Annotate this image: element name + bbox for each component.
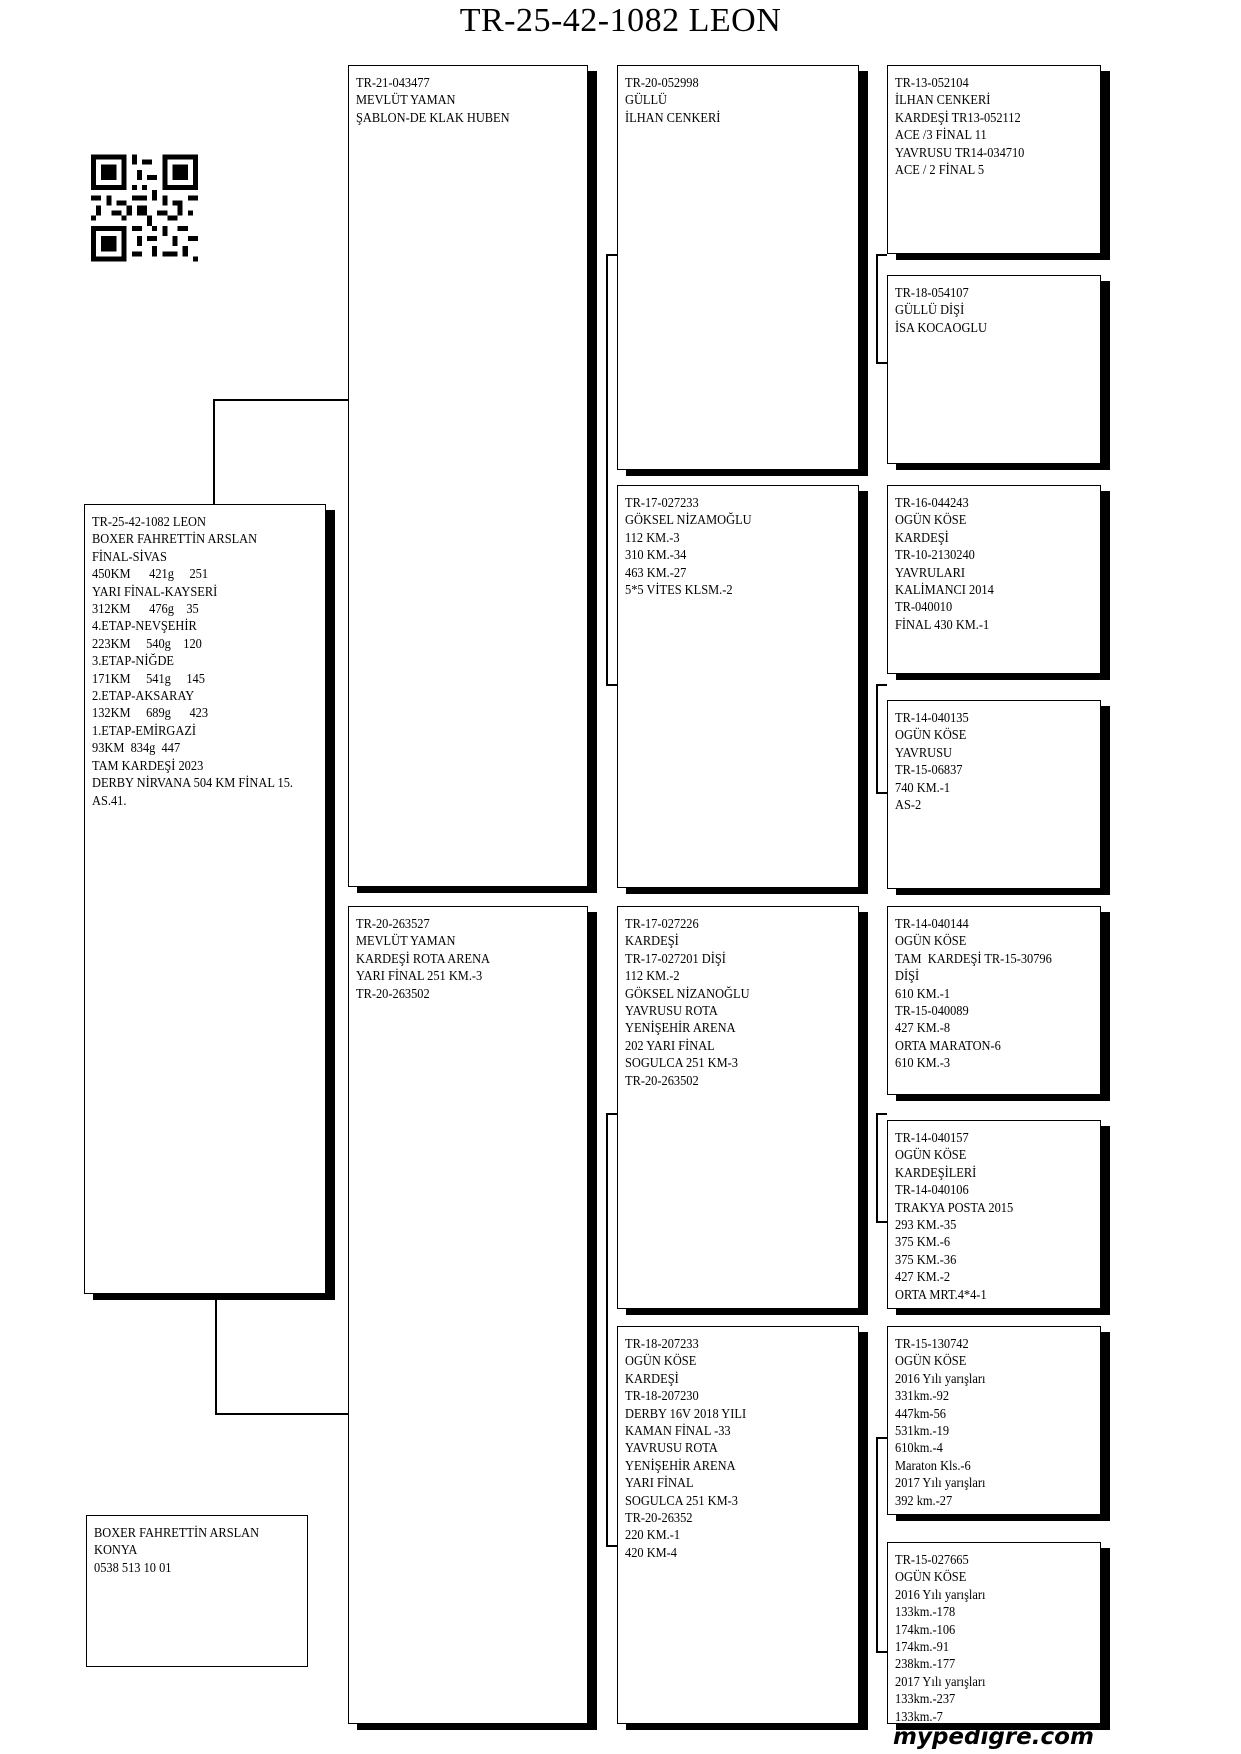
text-line: YAVRUSU ROTA (625, 1440, 718, 1456)
text-line: 427 KM.-2 (895, 1269, 951, 1285)
text-line: 171KM 541g 145 (92, 670, 205, 686)
text-line: 2016 Yılı yarışları (895, 1586, 986, 1602)
text-line: ORTA MARATON-6 (895, 1037, 1001, 1053)
text-line: TAM KARDEŞİ TR-15-30796 (895, 950, 1052, 966)
text-line: DERBY 16V 2018 YILI (625, 1405, 747, 1421)
text-line: GÜLLÜ DİŞİ (895, 302, 965, 318)
text-line: KAMAN FİNAL -33 (625, 1423, 731, 1439)
text-line: TAM KARDEŞİ 2023 (92, 757, 204, 773)
text-line: ŞABLON-DE KLAK HUBEN (356, 109, 510, 125)
text-line: TR-17-027201 DİŞİ (625, 950, 726, 966)
text-line: 447km-56 (895, 1405, 946, 1421)
text-line: MEVLÜT YAMAN (356, 933, 456, 949)
text-line: KONYA (94, 1542, 138, 1558)
text-line: TR-20-052998 (625, 75, 699, 90)
great-grandparent-card (887, 1326, 1101, 1515)
text-line: BOXER FAHRETTİN ARSLAN (94, 1525, 260, 1540)
text-line: 312KM 476g 35 (92, 601, 199, 617)
great-grandparent-card (887, 1120, 1101, 1309)
text-line: İSA KOCAOGLU (895, 319, 987, 335)
text-line: KARDEŞİ (895, 529, 949, 545)
text-line: 133km.-178 (895, 1604, 956, 1620)
text-line: 132KM 689g 423 (92, 705, 209, 721)
text-line: TR-14-040157 (895, 1130, 969, 1145)
text-line: 463 KM.-27 (625, 564, 687, 580)
text-line: SOGULCA 251 KM-3 (625, 1492, 738, 1508)
text-line: OGÜN KÖSE (895, 933, 967, 949)
text-line: TR-20-263502 (625, 1072, 699, 1088)
text-line: GÜLLÜ (625, 92, 668, 108)
text-line: YAVRULARI (895, 564, 966, 580)
text-line: 2017 Yılı yarışları (895, 1475, 986, 1491)
text-line: KARDEŞİ (625, 1370, 679, 1386)
text-line: 93KM 834g 447 (92, 740, 181, 756)
text-line: YARI FİNAL-KAYSERİ (92, 583, 218, 599)
text-line: OGÜN KÖSE (895, 1147, 967, 1163)
text-line: DİŞİ (895, 968, 920, 984)
text-line: KARDEŞİ (625, 933, 679, 949)
great-grandparent-card (887, 485, 1101, 674)
connector (876, 684, 887, 686)
text-line: TR-16-044243 (895, 495, 969, 510)
connector (876, 1437, 887, 1439)
connector (876, 1113, 887, 1115)
text-line: OGÜN KÖSE (625, 1353, 697, 1369)
dam-card (348, 906, 588, 1724)
great-grandparent-card (887, 700, 1101, 889)
text-line: 331km.-92 (895, 1388, 950, 1404)
connector (213, 399, 348, 401)
connector (606, 1113, 617, 1115)
text-line: 112 KM.-3 (625, 529, 680, 545)
text-line: TR-14-040135 (895, 710, 969, 725)
text-line: 427 KM.-8 (895, 1020, 951, 1036)
text-line: FİNAL 430 KM.-1 (895, 616, 990, 632)
text-line: TR-18-054107 (895, 285, 969, 300)
connector (876, 1651, 887, 1653)
text-line: 293 KM.-35 (895, 1217, 957, 1233)
connector (606, 1113, 608, 1545)
connector (215, 1413, 348, 1415)
great-grandparent-card (887, 906, 1101, 1095)
text-line: DERBY NİRVANA 504 KM FİNAL 15. (92, 775, 294, 791)
text-line: OGÜN KÖSE (895, 512, 967, 528)
text-line: TR-14-040144 (895, 916, 969, 931)
text-line: YAVRUSU (895, 744, 952, 760)
connector (876, 254, 887, 256)
connector (876, 1113, 878, 1221)
text-line: YAVRUSU TR14-034710 (895, 144, 1025, 160)
text-line: TR-15-130742 (895, 1336, 969, 1351)
sire-card (348, 65, 588, 887)
text-line: TR-21-043477 (356, 75, 430, 90)
text-line: TR-10-2130240 (895, 547, 975, 563)
text-line: 2.ETAP-AKSARAY (92, 688, 195, 704)
connector (606, 254, 608, 684)
text-line: FİNAL-SİVAS (92, 548, 167, 564)
text-line: TR-17-027233 (625, 495, 699, 510)
text-line: 420 KM-4 (625, 1544, 678, 1560)
text-line: 610 KM.-3 (895, 1055, 951, 1071)
text-line: 220 KM.-1 (625, 1527, 681, 1543)
text-line: TRAKYA POSTA 2015 (895, 1199, 1014, 1215)
text-line: KARDEŞİLERİ (895, 1164, 977, 1180)
great-grandparent-card (887, 65, 1101, 254)
text-line: 450KM 421g 251 (92, 566, 209, 582)
text-line: YAVRUSU ROTA (625, 1003, 718, 1019)
text-line: TR-15-040089 (895, 1003, 969, 1019)
great-grandparent-card (887, 1542, 1101, 1724)
text-line: KARDEŞİ ROTA ARENA (356, 950, 491, 966)
grandparent-card (617, 906, 859, 1309)
connector (876, 254, 878, 362)
text-line: İLHAN CENKERİ (625, 109, 721, 125)
text-line: 223KM 540g 120 (92, 635, 202, 651)
text-line: TR-040010 (895, 599, 953, 615)
connector (606, 254, 617, 256)
grandparent-card (617, 1326, 859, 1724)
connector (606, 684, 617, 686)
text-line: 238km.-177 (895, 1656, 956, 1672)
text-line: 375 KM.-36 (895, 1251, 957, 1267)
text-line: 174km.-106 (895, 1621, 956, 1637)
text-line: 310 KM.-34 (625, 547, 687, 563)
text-line: TR-18-207233 (625, 1336, 699, 1351)
text-line: AS-2 (895, 797, 922, 813)
text-line: ACE / 2 FİNAL 5 (895, 162, 985, 178)
connector (876, 1437, 878, 1651)
text-line: 202 YARI FİNAL (625, 1037, 715, 1053)
text-line: YARI FİNAL (625, 1475, 694, 1491)
subject-card (84, 504, 326, 1294)
text-line: 4.ETAP-NEVŞEHİR (92, 618, 197, 634)
site-brand: mypedigre.com (893, 1724, 1094, 1750)
text-line: YENİŞEHİR ARENA (625, 1457, 736, 1473)
connector (215, 1294, 217, 1414)
connector (876, 684, 878, 792)
text-line: 3.ETAP-NİĞDE (92, 653, 174, 669)
text-line: 112 KM.-2 (625, 968, 680, 984)
connector (876, 362, 887, 364)
text-line: TR-20-263502 (356, 985, 430, 1001)
text-line: TR-25-42-1082 LEON (92, 514, 206, 529)
text-line: TR-17-027226 (625, 916, 699, 931)
text-line: KARDEŞİ TR13-052112 (895, 109, 1021, 125)
text-line: 531km.-19 (895, 1423, 950, 1439)
text-line: 610km.-4 (895, 1440, 943, 1456)
text-line: OGÜN KÖSE (895, 1353, 967, 1369)
connector (876, 1221, 887, 1223)
connector (213, 399, 215, 504)
text-line: 392 km.-27 (895, 1492, 953, 1508)
text-line: TR-20-26352 (625, 1510, 693, 1526)
text-line: 0538 513 10 01 (94, 1559, 172, 1575)
text-line: KALİMANCI 2014 (895, 582, 994, 598)
text-line: GÖKSEL NİZAMOĞLU (625, 512, 752, 528)
text-line: 2016 Yılı yarışları (895, 1370, 986, 1386)
grandparent-card (617, 65, 859, 470)
text-line: TR-20-263527 (356, 916, 430, 931)
grandparent-card (617, 485, 859, 888)
text-line: 740 KM.-1 (895, 779, 951, 795)
owner-card (86, 1515, 308, 1667)
text-line: TR-18-207230 (625, 1388, 699, 1404)
text-line: GÖKSEL NİZANOĞLU (625, 985, 750, 1001)
text-line: TR-15-027665 (895, 1552, 969, 1567)
qr-code (91, 148, 198, 268)
great-grandparent-card (887, 275, 1101, 464)
text-line: 133km.-237 (895, 1691, 956, 1707)
text-line: TR-14-040106 (895, 1182, 969, 1198)
pedigree-title: TR-25-42-1082 LEON (459, 2, 782, 39)
connector (606, 1545, 617, 1547)
text-line: 610 KM.-1 (895, 985, 951, 1001)
text-line: 5*5 VİTES KLSM.-2 (625, 582, 733, 598)
text-line: 375 KM.-6 (895, 1234, 951, 1250)
text-line: YARI FİNAL 251 KM.-3 (356, 968, 483, 984)
text-line: 1.ETAP-EMİRGAZİ (92, 722, 197, 738)
text-line: OGÜN KÖSE (895, 1569, 967, 1585)
text-line: AS.41. (92, 792, 127, 808)
text-line: MEVLÜT YAMAN (356, 92, 456, 108)
text-line: ACE /3 FİNAL 11 (895, 127, 987, 143)
text-line: İLHAN CENKERİ (895, 92, 991, 108)
text-line: OGÜN KÖSE (895, 727, 967, 743)
text-line: Maraton Kls.-6 (895, 1457, 971, 1473)
text-line: SOGULCA 251 KM-3 (625, 1055, 738, 1071)
text-line: TR-13-052104 (895, 75, 969, 90)
text-line: 2017 Yılı yarışları (895, 1673, 986, 1689)
text-line: 174km.-91 (895, 1639, 950, 1655)
connector (876, 792, 887, 794)
text-line: 133km.-7 (895, 1708, 943, 1724)
text-line: BOXER FAHRETTİN ARSLAN (92, 531, 258, 547)
text-line: TR-15-06837 (895, 762, 963, 778)
text-line: ORTA MRT.4*4-1 (895, 1286, 987, 1302)
text-line: YENİŞEHİR ARENA (625, 1020, 736, 1036)
